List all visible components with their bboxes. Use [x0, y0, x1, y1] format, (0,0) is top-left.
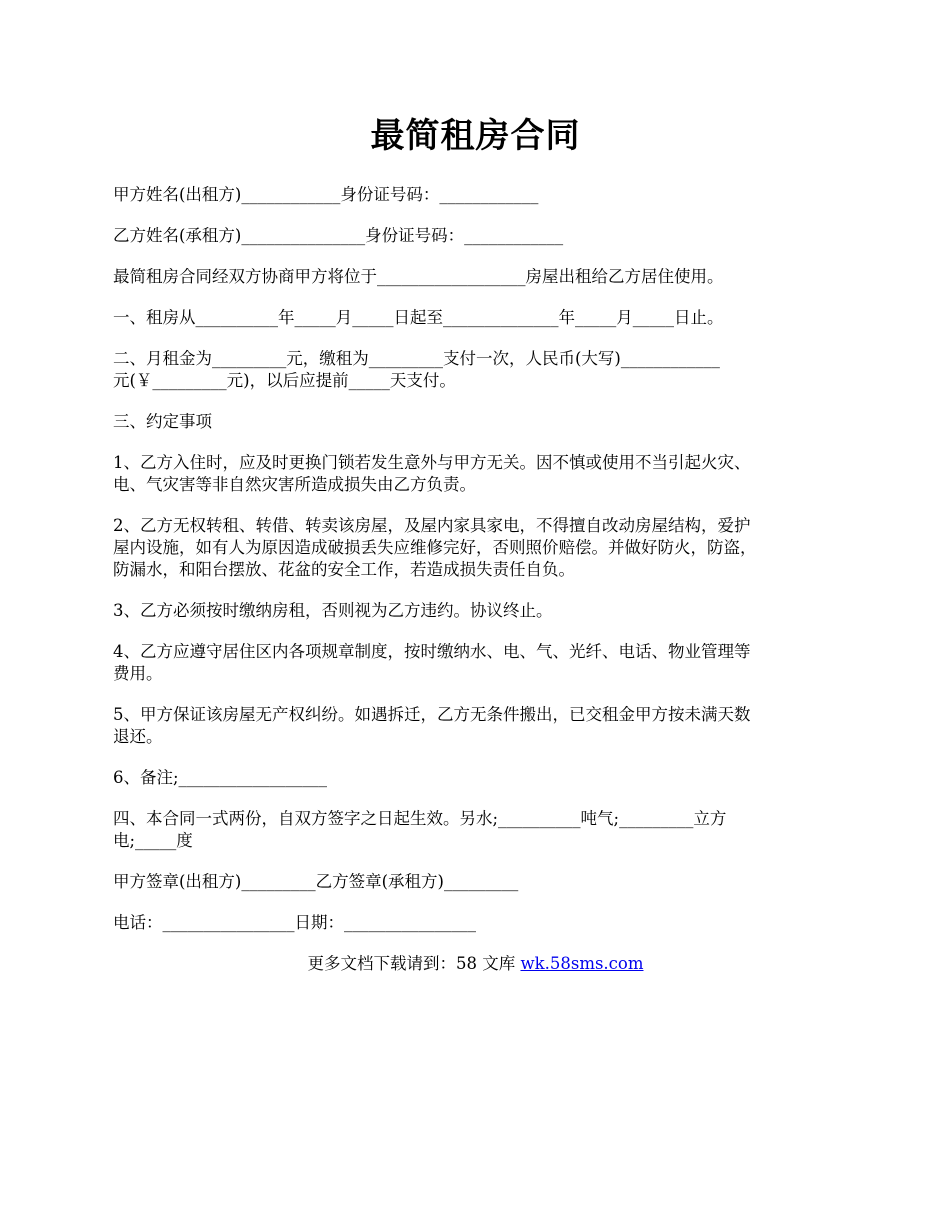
party-a-line: 甲方姓名(出租方)____________身份证号码：____________ [113, 185, 539, 204]
document-title: 最简租房合同 [370, 116, 581, 156]
clause-2-rent-amount: 二、月租金为_________元，缴租为_________支付一次，人民币(大写)____________ 元(￥_________元)，以后应提前_____天支付。 [113, 349, 720, 390]
signatures-line: 甲方签章(出租方)_________乙方签章(承租方)_________ [113, 872, 519, 891]
party-b-line: 乙方姓名(承租方)_______________身份证号码：____________ [113, 226, 564, 245]
clause-1-rent-period: 一、租房从__________年_____月_____日起至______________年_____月_____日止。 [113, 308, 724, 327]
footer-prefix: 更多文档下载请到：58 文库 [307, 954, 521, 973]
term-6-remarks: 6、备注;__________________ [113, 768, 328, 787]
property-location-line: 最简租房合同经双方协商甲方将位于__________________房屋出租给乙方居住使用。 [113, 267, 724, 286]
term-5: 5、甲方保证该房屋无产权纠纷。如遇拆迁，乙方无条件搬出，已交租金甲方按未满天数 退还。 [113, 705, 751, 746]
clause-4-effective: 四、本合同一式两份，自双方签字之日起生效。另水;__________吨气;_________立方 电;_____度 [113, 809, 727, 850]
footer-link[interactable]: wk.58sms.com [520, 954, 644, 973]
term-3: 3、乙方必须按时缴纳房租，否则视为乙方违约。协议终止。 [113, 601, 553, 620]
term-4: 4、乙方应遵守居住区内各项规章制度，按时缴纳水、电、气、光纤、电话、物业管理等 费用。 [113, 642, 751, 683]
document-page [113, 108, 838, 975]
clause-3-heading: 三、约定事项 [113, 412, 212, 431]
term-1: 1、乙方入住时，应及时更换门锁若发生意外与甲方无关。因不慎或使用不当引起火灾、 电、气灾害等非自然灾害所造成损失由乙方负责。 [113, 453, 751, 494]
footer-download-note [113, 953, 838, 975]
phone-date-line: 电话：________________日期：________________ [113, 913, 476, 932]
term-2: 2、乙方无权转租、转借、转卖该房屋，及屋内家具家电，不得擅自改动房屋结构，爱护 屋内设施，如有人为原因造成破损丢失应维修完好，否则照价赔偿。并做好防火，防盗， 防漏水，和阳台摆放、花盆的安全工作，若造成损失责任自负。 [113, 516, 757, 579]
